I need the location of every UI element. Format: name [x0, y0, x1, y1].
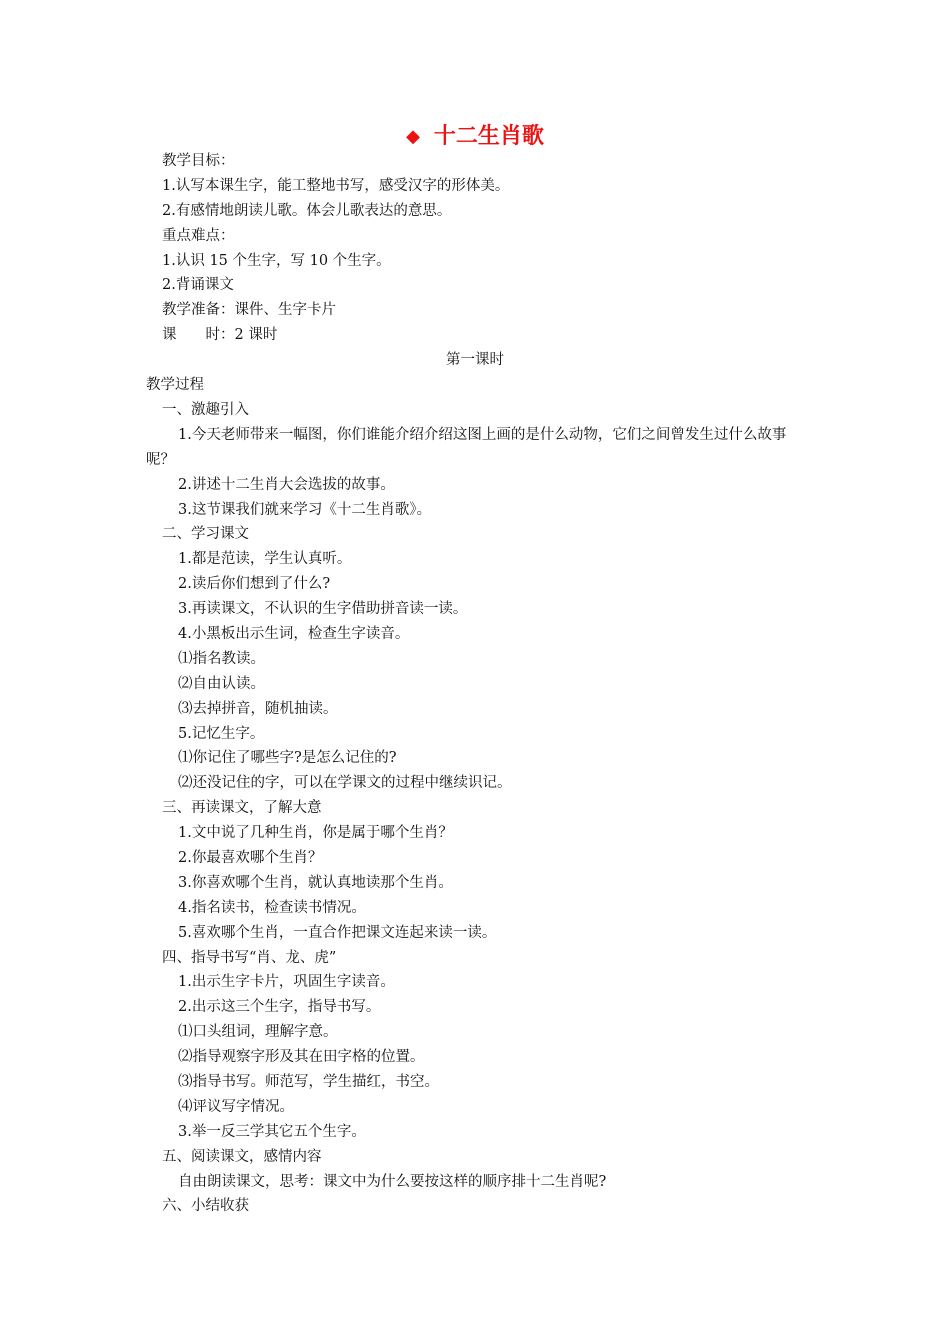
text-line: ⑵还没记住的字，可以在学课文的过程中继续识记。	[178, 775, 512, 792]
text-line: ⑵指导观察字形及其在田字格的位置。	[178, 1049, 425, 1066]
text-line: 四、指导书写“肖、龙、虎”	[162, 949, 337, 966]
section-heading: 第一课时	[446, 352, 504, 369]
text-line: 2.读后你们想到了什么?	[178, 576, 331, 593]
text-line: 4.小黑板出示生词，检查生字读音。	[178, 625, 410, 642]
text-line: 2.有感情地朗读儿歌。体会儿歌表达的意思。	[162, 202, 452, 219]
text-line: 一、激趣引入	[162, 401, 249, 418]
text-line: ⑴口头组词，理解字意。	[178, 1024, 338, 1041]
text-line: 六、小结收获	[162, 1198, 249, 1215]
text-line: 二、学习课文	[162, 526, 249, 543]
text-line: 1.出示生字卡片，巩固生字读音。	[178, 974, 395, 991]
text-line: 1.文中说了几种生肖，你是属于哪个生肖？	[178, 825, 453, 842]
text-line: 五、阅读课文，感情内容	[162, 1148, 322, 1165]
text-line: 课 时：2 课时	[162, 327, 278, 344]
text-line: 教学目标：	[162, 153, 235, 169]
text-line: 3.举一反三学其它五个生字。	[178, 1123, 366, 1140]
text-line: 1.认写本课生字，能工整地书写，感受汉字的形体美。	[162, 177, 510, 194]
title-text: 十二生肖歌	[433, 124, 544, 149]
text-line: 3.再读课文，不认识的生字借助拼音读一读。	[178, 601, 468, 618]
text-line: 5.记忆生字。	[178, 725, 265, 742]
text-line: ⑶去掉拼音，随机抽读。	[178, 700, 338, 717]
text-line: 5.喜欢哪个生肖，一直合作把课文连起来读一读。	[178, 924, 497, 941]
text-line: 1.都是范读，学生认真听。	[178, 551, 352, 568]
text-line: ⑶指导书写。师范写，学生描红，书空。	[178, 1073, 439, 1090]
text-line: 1.认识 15 个生字，写 10 个生字。	[162, 252, 391, 269]
text-line: 4.指名读书，检查读书情况。	[178, 899, 366, 916]
text-line: ⑴指名教读。	[178, 650, 265, 667]
section-heading: 教学过程	[146, 377, 204, 394]
document-body	[0, 149, 950, 1219]
text-line: 2.背诵课文	[162, 277, 234, 294]
text-line: 2.你最喜欢哪个生肖？	[178, 849, 323, 866]
text-line: 自由朗读课文，思考：课文中为什么要按这样的顺序排十二生肖呢?	[178, 1173, 607, 1190]
text-line: ⑷评议写字情况。	[178, 1098, 294, 1115]
text-line: 3.这节课我们就来学习《十二生肖歌》。	[178, 501, 432, 518]
text-line: 重点难点：	[162, 227, 235, 244]
text-line: 3.你喜欢哪个生肖，就认真地读那个生肖。	[178, 874, 453, 891]
diamond-icon: ◆	[406, 126, 420, 147]
text-line: ⑴你记住了哪些字?是怎么记住的?	[178, 750, 397, 767]
intro-paragraph: 1.今天老师带来一幅图，你们谁能介绍介绍这图上画的是什么动物，它们之间曾发生过什么故事呢？	[146, 426, 787, 468]
text-line: 2.讲述十二生肖大会选拔的故事。	[178, 476, 395, 493]
text-line: ⑵自由认读。	[178, 675, 265, 692]
text-line: 三、再读课文，了解大意	[162, 800, 322, 817]
text-line: 2.出示这三个生字，指导书写。	[178, 999, 381, 1016]
text-line: 教学准备：课件、生字卡片	[162, 302, 336, 319]
